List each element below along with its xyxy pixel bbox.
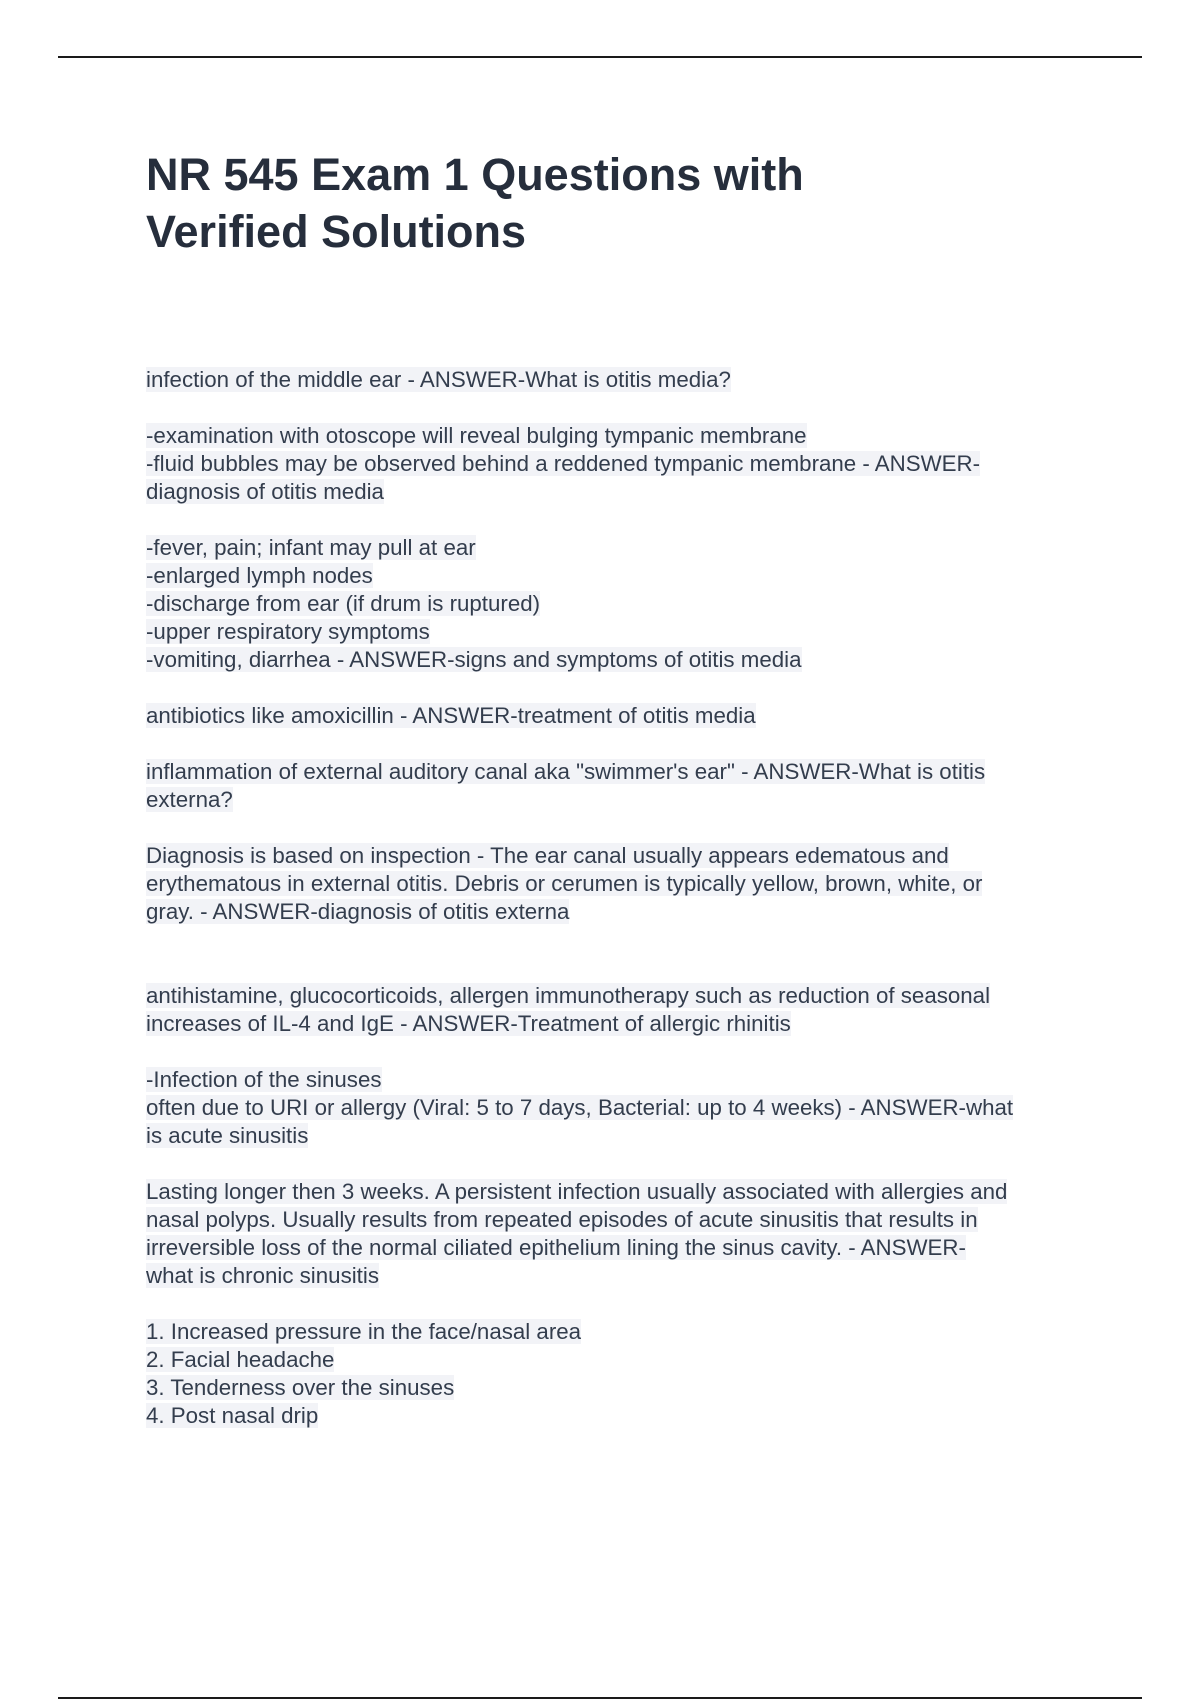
entry-line: -examination with otoscope will reveal bulging tympanic membrane — [146, 423, 807, 448]
title-line: Verified Solutions — [146, 206, 527, 257]
title-line: NR 545 Exam 1 Questions with — [146, 149, 804, 200]
entry-line: increases of IL-4 and IgE - ANSWER-Treatment of allergic rhinitis — [146, 1011, 791, 1036]
top-divider — [58, 56, 1142, 58]
entry-line: -enlarged lymph nodes — [146, 563, 373, 588]
entry-line: Diagnosis is based on inspection - The ear canal usually appears edematous and — [146, 843, 949, 868]
qa-list — [146, 366, 1096, 1430]
qa-entry — [146, 842, 1096, 926]
entry-line: 2. Facial headache — [146, 1347, 335, 1372]
entry-line: is acute sinusitis — [146, 1123, 309, 1148]
entry-line: infection of the middle ear - ANSWER-What is otitis media? — [146, 367, 731, 392]
qa-entry — [146, 534, 1096, 674]
entry-line: 1. Increased pressure in the face/nasal area — [146, 1319, 582, 1344]
entry-line: -upper respiratory symptoms — [146, 619, 430, 644]
entry-line: 4. Post nasal drip — [146, 1403, 319, 1428]
entry-line: -vomiting, diarrhea - ANSWER-signs and symptoms of otitis media — [146, 647, 802, 672]
entry-line: Lasting longer then 3 weeks. A persistent infection usually associated with allergies and — [146, 1179, 1008, 1204]
entry-line: often due to URI or allergy (Viral: 5 to 7 days, Bacterial: up to 4 weeks) - ANSWER-what — [146, 1095, 1014, 1120]
entry-line: inflammation of external auditory canal aka "swimmer's ear" - ANSWER-What is otitis — [146, 759, 986, 784]
qa-entry — [146, 758, 1096, 814]
document-title — [146, 146, 946, 260]
entry-line: nasal polyps. Usually results from repeated episodes of acute sinusitis that results in — [146, 1207, 978, 1232]
entry-line: what is chronic sinusitis — [146, 1263, 379, 1288]
qa-entry — [146, 1066, 1096, 1150]
entry-line: irreversible loss of the normal ciliated epithelium lining the sinus cavity. - ANSWER- — [146, 1235, 966, 1260]
entry-line: -Infection of the sinuses — [146, 1067, 382, 1092]
entry-line: externa? — [146, 787, 233, 812]
entry-line: antibiotics like amoxicillin - ANSWER-treatment of otitis media — [146, 703, 756, 728]
qa-entry — [146, 702, 1096, 730]
qa-entry — [146, 1318, 1096, 1430]
entry-line: -discharge from ear (if drum is ruptured) — [146, 591, 541, 616]
entry-line: -fluid bubbles may be observed behind a reddened tympanic membrane - ANSWER- — [146, 451, 981, 476]
entry-line: 3. Tenderness over the sinuses — [146, 1375, 455, 1400]
entry-line: gray. - ANSWER-diagnosis of otitis externa — [146, 899, 570, 924]
entry-line: diagnosis of otitis media — [146, 479, 384, 504]
qa-entry — [146, 366, 1096, 394]
qa-entry — [146, 422, 1096, 506]
entry-line: erythematous in external otitis. Debris or cerumen is typically yellow, brown, white, or — [146, 871, 983, 896]
qa-entry — [146, 982, 1096, 1038]
entry-line: antihistamine, glucocorticoids, allergen immunotherapy such as reduction of seasonal — [146, 983, 991, 1008]
bottom-divider — [58, 1697, 1142, 1699]
entry-line: -fever, pain; infant may pull at ear — [146, 535, 476, 560]
qa-entry — [146, 1178, 1096, 1290]
